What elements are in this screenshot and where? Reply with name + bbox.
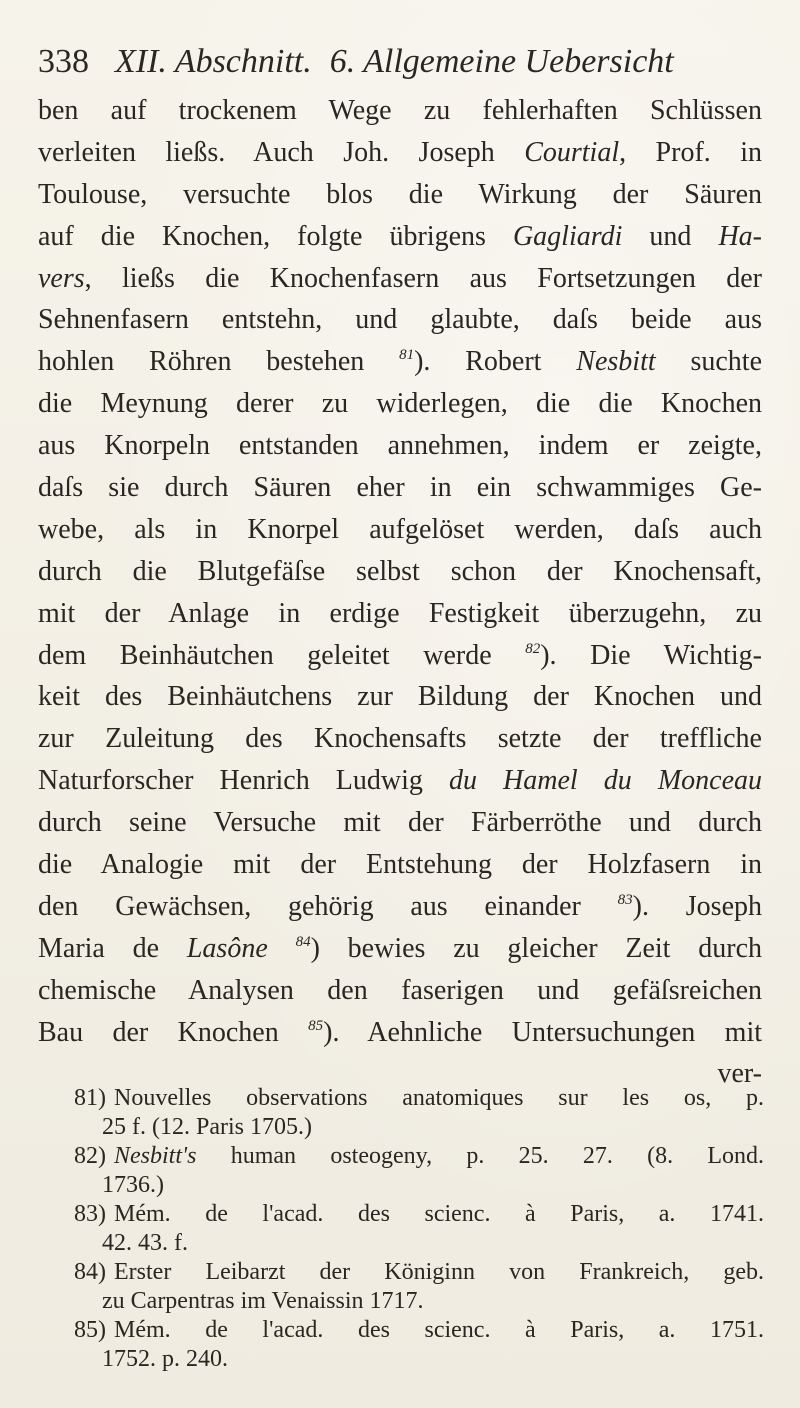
text-segment: Mém. de l'acad. des scienc. à Paris, a. 1741. [114, 1201, 764, 1227]
footnote-line [74, 1229, 764, 1258]
footnote-ref: 84 [295, 933, 311, 950]
text-line [38, 844, 762, 886]
text-segment: 1736.) [102, 1172, 164, 1198]
footnote [74, 1316, 764, 1374]
footnote-line [74, 1345, 764, 1374]
text-line [38, 676, 762, 718]
page-number: 338 [38, 43, 89, 80]
text-segment: hohlen Röhren bestehen [38, 346, 400, 378]
footnote-line [74, 1316, 764, 1345]
text-segment: daſs sie durch Säuren eher in ein schwammiges Ge- [38, 472, 762, 504]
text-segment: durch die Blutgefäſse selbst schon der Knochensaft, [38, 555, 762, 587]
text-line [38, 1012, 762, 1054]
footnote-number: 84) [74, 1259, 106, 1285]
italic-text: Lasône [186, 932, 268, 964]
text-line [38, 174, 762, 216]
italic-text: du Hamel du Monceau [448, 765, 762, 797]
text-line [38, 970, 762, 1012]
text-segment: und [622, 220, 719, 252]
text-segment: ). Joseph [632, 890, 762, 922]
footnote-number: 85) [74, 1317, 106, 1343]
text-segment: die Analogie mit der Entstehung der Holzfasern in [38, 849, 762, 881]
text-line [38, 760, 762, 802]
text-segment: Naturforscher Henrich Ludwig [38, 765, 449, 797]
text-segment: chemische Analysen den faserigen und gefäſsreichen [38, 974, 762, 1006]
text-line [38, 216, 762, 258]
text-segment: 1752. p. 240. [102, 1346, 228, 1372]
text-segment: , ließs die Knochenfasern aus Fortsetzungen der [84, 262, 762, 294]
text-line [38, 383, 762, 425]
text-line [38, 467, 762, 509]
text-segment: ben auf trockenem Wege zu fehlerhaften Schlüssen [38, 95, 762, 126]
running-title: 6. Allgemeine Uebersicht [329, 43, 674, 80]
text-segment: zur Zuleitung des Knochensafts setzte der treffliche [38, 723, 762, 755]
text-segment: ). Robert [414, 346, 577, 378]
text-segment: webe, als in Knorpel aufgelöset werden, daſs auch [38, 513, 762, 545]
italic-text: Ha- [718, 220, 762, 252]
text-segment: auf die Knochen, folgte übrigens [38, 220, 513, 252]
text-line [38, 341, 762, 383]
section-label: XII. Abschnitt. [115, 43, 312, 80]
text-segment: human osteogeny, p. 25. 27. (8. Lond. [196, 1143, 764, 1169]
footnote-ref: 81 [399, 347, 415, 364]
text-line [38, 551, 762, 593]
body-text [38, 90, 762, 1095]
italic-text: Gagliardi [512, 220, 623, 252]
text-segment: zu Carpentras im Venaissin 1717. [102, 1288, 424, 1314]
footnotes [74, 1084, 764, 1374]
text-segment: Toulouse, versuchte blos die Wirkung der Säuren [38, 178, 762, 210]
text-segment: mit der Anlage in erdige Festigkeit überzugehn, zu [38, 597, 762, 629]
text-segment: ). Aehnliche Untersuchungen mit [323, 1016, 762, 1048]
footnote-line [74, 1287, 764, 1316]
text-segment: durch seine Versuche mit der Färberröthe und durch [38, 807, 762, 839]
footnote-ref: 82 [525, 640, 541, 657]
text-segment: ). Die Wichtig- [540, 639, 762, 671]
text-segment: ) bewies zu gleicher Zeit durch [310, 932, 762, 964]
footnote-line [74, 1171, 764, 1200]
text-line [38, 299, 762, 341]
italic-text: Courtial [524, 136, 620, 168]
text-line [38, 132, 762, 174]
footnote [74, 1084, 764, 1142]
text-line [38, 509, 762, 551]
footnote-ref: 85 [308, 1017, 324, 1034]
text-line [38, 258, 762, 300]
footnote-line [74, 1200, 764, 1229]
text-segment: 25 f. (12. Paris 1705.) [102, 1114, 312, 1140]
text-line [38, 635, 762, 677]
catchword: ver- [717, 1058, 762, 1090]
text-segment [268, 933, 296, 964]
text-line [38, 425, 762, 467]
text-segment: Nouvelles observations anatomiques sur les os, p. [114, 1085, 764, 1111]
italic-text: vers [38, 262, 85, 294]
footnote-number: 83) [74, 1201, 106, 1227]
running-header [38, 40, 758, 84]
text-segment: Maria de [38, 932, 187, 964]
text-segment: keit des Beinhäutchens zur Bildung der Knochen und [38, 681, 762, 713]
footnote [74, 1258, 764, 1316]
text-line [38, 928, 762, 970]
footnote-number: 81) [74, 1085, 106, 1111]
text-line [38, 718, 762, 760]
text-segment: suchte [655, 346, 762, 378]
text-segment: Sehnenfasern entstehn, und glaubte, daſs beide aus [38, 304, 762, 336]
footnote-number: 82) [74, 1143, 106, 1169]
text-segment: dem Beinhäutchen geleitet werde [38, 639, 526, 671]
text-line [38, 90, 762, 132]
footnote-line [74, 1142, 764, 1171]
footnote-line [74, 1113, 764, 1142]
italic-text: Nesbitt [576, 346, 656, 378]
text-line [38, 802, 762, 844]
text-line [38, 593, 762, 635]
text-segment: Mém. de l'acad. des scienc. à Paris, a. 1751. [114, 1317, 764, 1343]
text-segment: den Gewächsen, gehörig aus einander [38, 890, 618, 922]
text-segment: 42. 43. f. [102, 1230, 188, 1256]
footnote [74, 1200, 764, 1258]
text-segment: verleiten ließs. Auch Joh. Joseph [38, 136, 525, 168]
text-segment: , Prof. in [619, 136, 762, 168]
footnote-ref: 83 [617, 891, 633, 908]
text-segment: die Meynung derer zu widerlegen, die die Knochen [38, 388, 762, 420]
footnote [74, 1142, 764, 1200]
text-segment: Erster Leibarzt der Königinn von Frankreich, geb. [114, 1259, 764, 1285]
footnote-line [74, 1258, 764, 1287]
text-segment: aus Knorpeln entstanden annehmen, indem er zeigte, [38, 430, 762, 462]
italic-text: Nesbitt's [114, 1143, 197, 1169]
text-line [38, 886, 762, 928]
footnote-line [74, 1084, 764, 1113]
text-segment: Bau der Knochen [38, 1016, 309, 1048]
